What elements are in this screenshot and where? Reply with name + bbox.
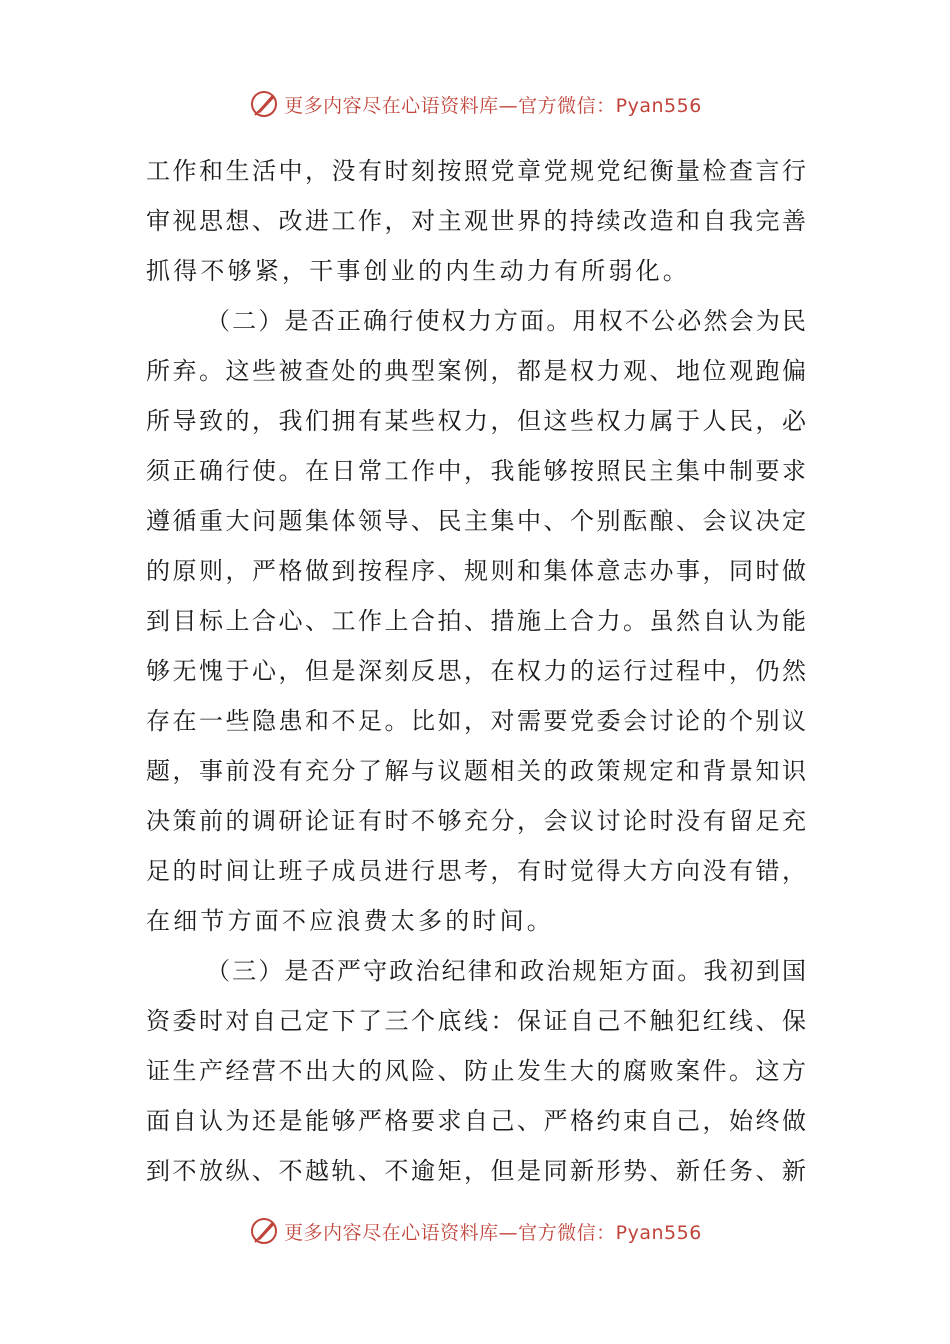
quill-pen-logo-icon <box>248 88 280 120</box>
text-line: 到目标上合心、工作上合拍、措施上合力。虽然自认为能 <box>146 607 806 635</box>
text-line: 证生产经营不出大的风险、防止发生大的腐败案件。这方 <box>146 1057 806 1085</box>
text-line: 所导致的，我们拥有某些权力，但这些权力属于人民，必 <box>146 407 806 435</box>
text-line: 题，事前没有充分了解与议题相关的政策规定和背景知识 <box>146 757 806 785</box>
text-line: 到不放纵、不越轨、不逾矩，但是同新形势、新任务、新 <box>146 1157 806 1185</box>
text-line: 工作和生活中，没有时刻按照党章党规党纪衡量检查言行 <box>146 157 806 185</box>
text-line: 在细节方面不应浪费太多的时间。 <box>146 907 554 935</box>
text-line: 决策前的调研论证有时不够充分，会议讨论时没有留足充 <box>146 807 806 835</box>
text-line: 足的时间让班子成员进行思考，有时觉得大方向没有错， <box>146 857 806 885</box>
text-line: 资委时对自己定下了三个底线：保证自己不触犯红线、保 <box>146 1007 806 1035</box>
quill-pen-logo-icon <box>248 1215 280 1247</box>
footer-watermark <box>0 1211 950 1251</box>
text-line: 够无愧于心，但是深刻反思，在权力的运行过程中，仍然 <box>146 657 806 685</box>
text-line: 遵循重大问题集体领导、民主集中、个别酝酿、会议决定 <box>146 507 806 535</box>
watermark-text: 更多内容尽在心语资料库—官方微信：Pyan556 <box>284 1221 702 1244</box>
text-line: 存在一些隐患和不足。比如，对需要党委会讨论的个别议 <box>146 707 806 735</box>
section-heading-line: （二）是否正确行使权力方面。用权不公必然会为民 <box>206 307 806 335</box>
text-line: 审视思想、改进工作，对主观世界的持续改造和自我完善 <box>146 207 806 235</box>
text-line: 的原则，严格做到按程序、规则和集体意志办事，同时做 <box>146 557 806 585</box>
section-heading-line: （三）是否严守政治纪律和政治规矩方面。我初到国 <box>206 957 806 985</box>
text-line: 抓得不够紧，干事创业的内生动力有所弱化。 <box>146 257 690 285</box>
text-line: 所弃。这些被查处的典型案例，都是权力观、地位观跑偏 <box>146 357 806 385</box>
text-line: 面自认为还是能够严格要求自己、严格约束自己，始终做 <box>146 1107 806 1135</box>
watermark-text: 更多内容尽在心语资料库—官方微信：Pyan556 <box>284 94 702 117</box>
header-watermark <box>0 84 950 124</box>
text-line: 须正确行使。在日常工作中，我能够按照民主集中制要求 <box>146 457 806 485</box>
document-body <box>146 146 806 1196</box>
